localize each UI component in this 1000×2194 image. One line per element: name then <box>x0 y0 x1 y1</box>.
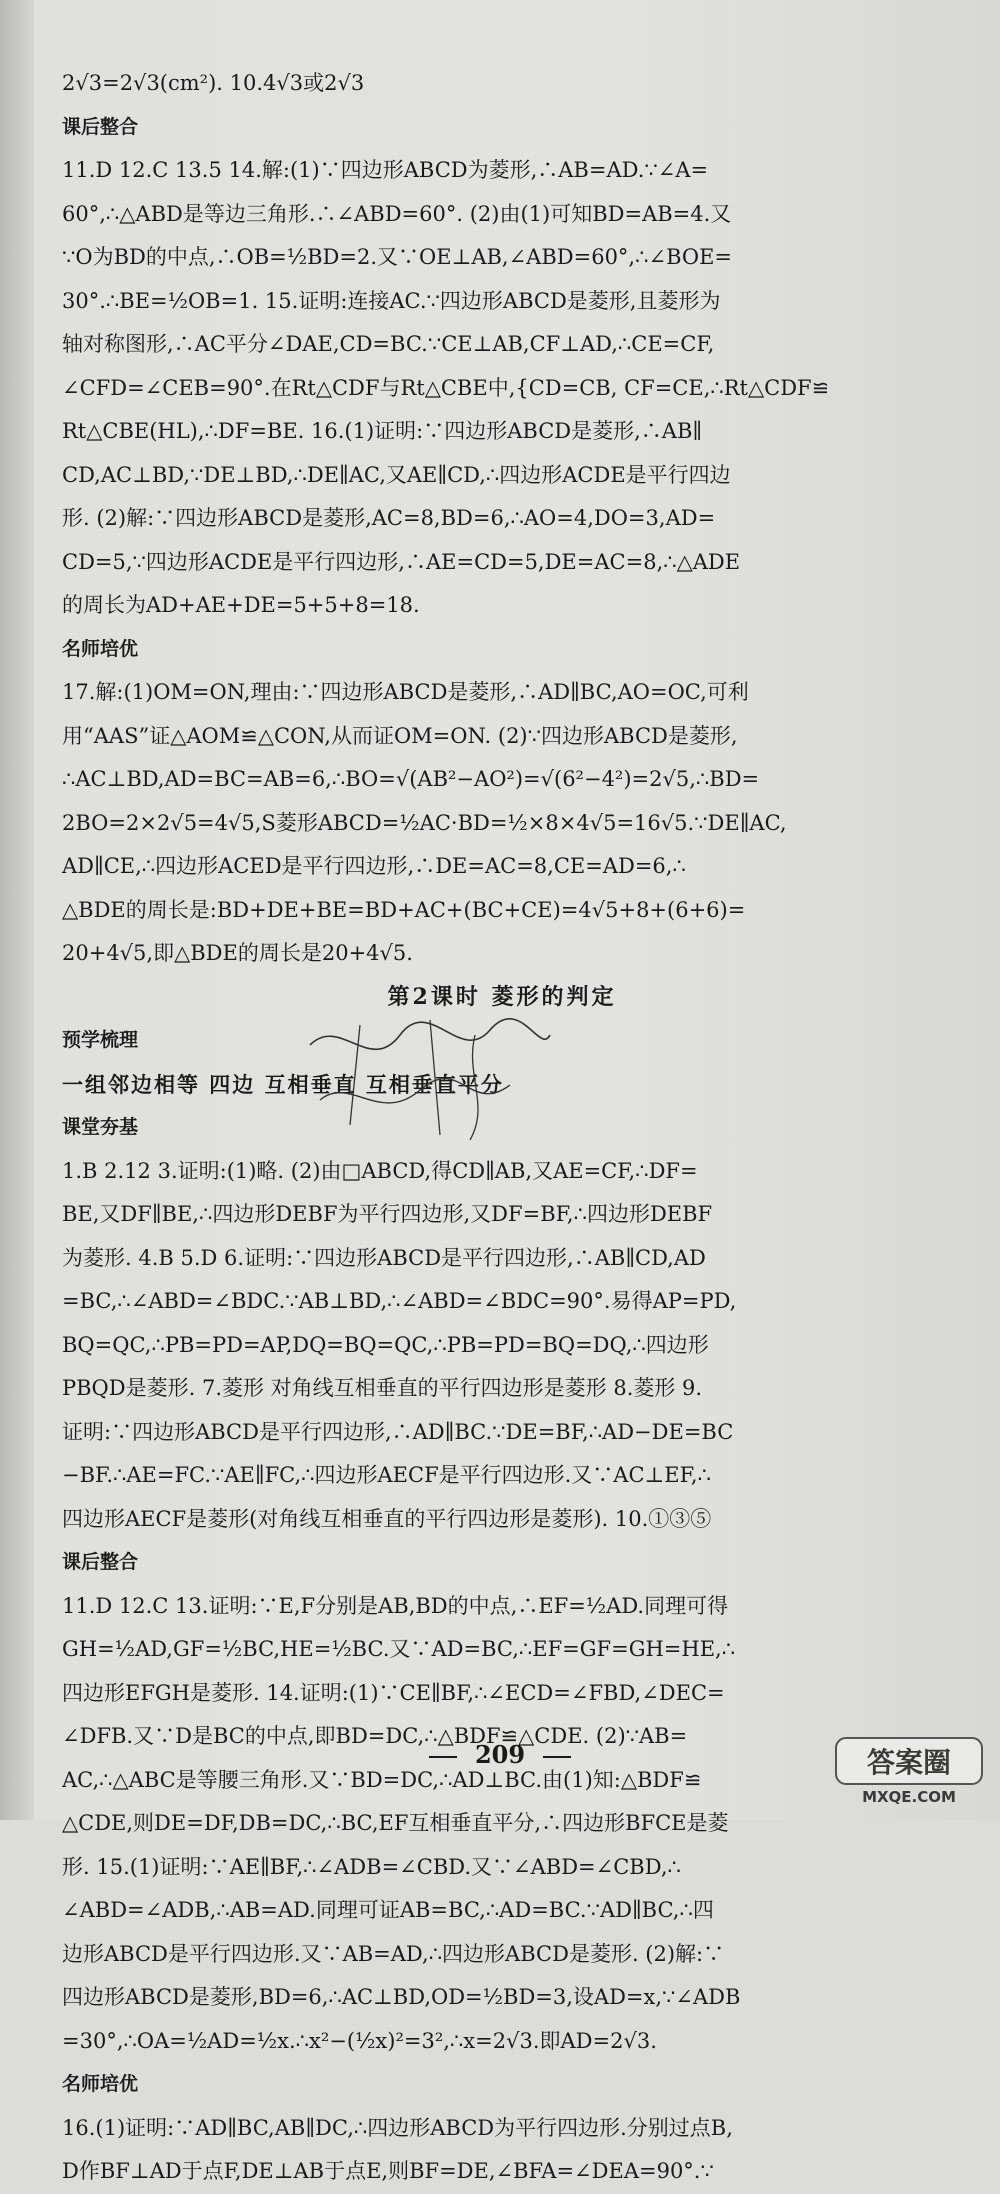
section-heading: 课后整合 <box>62 115 139 138</box>
watermark-text: 答案圈 <box>866 1746 952 1779</box>
text-line: −BF.∴AE=FC.∵AE∥FC,∴四边形AECF是平行四边形.又∵AC⊥EF,∴ <box>62 1463 711 1487</box>
text-line: 边形ABCD是平行四边形.又∵AB=AD,∴四边形ABCD是菱形. (2)解:∵ <box>62 1941 725 1966</box>
section-heading: 名师培优 <box>62 637 139 660</box>
text-line: 四边形ABCD是菱形,BD=6,∴AC⊥BD,OD=½BD=3,设AD=x,∵∠ADB <box>62 1985 741 2009</box>
site-watermark-logo <box>834 1736 984 1808</box>
section-heading: 名师培优 <box>62 2073 139 2095</box>
text-line: 11.D 12.C 13.5 14.解:(1)∵四边形ABCD为菱形,∴AB=AD.∵∠A= <box>62 158 709 182</box>
text-line: CD,AC⊥BD,∵DE⊥BD,∴DE∥AC,又AE∥CD,∴四边形ACDE是平行四边 <box>62 462 731 487</box>
section-heading: 课堂夯基 <box>62 1116 139 1138</box>
text-line: ∵O为BD的中点,∴OB=½BD=2.又∵OE⊥AB,∠ABD=60°,∴∠BOE= <box>62 245 733 269</box>
text-line: 形. 15.(1)证明:∵AE∥BF,∴∠ADB=∠CBD.又∵∠ABD=∠CBD,∴ <box>62 1854 681 1879</box>
text-line: AC,∴△ABC是等腰三角形.又∵BD=DC,∴AD⊥BC.由(1)知:△BDF≌ <box>62 1767 702 1792</box>
text-line: 2√3=2√3(cm²). 10.4√3或2√3 <box>62 71 365 95</box>
lesson-title: 第2课时 菱形的判定 <box>387 983 617 1010</box>
text-line: 20+4√5,即△BDE的周长是20+4√5. <box>62 941 413 965</box>
text-line: △CDE,则DE=DF,DB=DC,∴BC,EF互相垂直平分,∴四边形BFCE是菱 <box>62 1811 729 1835</box>
text-line: PBQD是菱形. 7.菱形 对角线互相垂直的平行四边形是菱形 8.菱形 9. <box>62 1376 703 1400</box>
text-line: 11.D 12.C 13.证明:∵E,F分别是AB,BD的中点,∴EF=½AD.同理可得 <box>62 1593 729 1618</box>
section-heading: 预学梳理 <box>62 1029 139 1051</box>
text-line: 四边形AECF是菱形(对角线互相垂直的平行四边形是菱形). 10.①③⑤ <box>62 1506 712 1531</box>
text-line: 2BO=2×2√5=4√5,S菱形ABCD=½AC·BD=½×8×4√5=16√5.∵DE∥AC, <box>62 810 787 835</box>
text-line: 四边形EFGH是菱形. 14.证明:(1)∵CE∥BF,∴∠ECD=∠FBD,∠DEC= <box>62 1680 725 1705</box>
text-line: 一组邻边相等 四边 互相垂直 互相垂直平分 <box>62 1071 504 1097</box>
binding-shadow <box>0 0 34 1820</box>
text-line: BQ=QC,∴PB=PD=AP,DQ=BQ=QC,∴PB=PD=BQ=DQ,∴四边形 <box>62 1332 709 1357</box>
text-line: BE,又DF∥BE,∴四边形DEBF为平行四边形,又DF=BF,∴四边形DEBF <box>62 1202 713 1226</box>
text-line: =30°,∴OA=½AD=½x.∴x²−(½x)²=3²,∴x=2√3.即AD=2√3. <box>62 2028 657 2053</box>
handwritten-scribble <box>300 1005 560 1155</box>
text-line: AD∥CE,∴四边形ACED是平行四边形,∴DE=AC=8,CE=AD=6,∴ <box>62 854 686 878</box>
text-line: 60°,∴△ABD是等边三角形.∴∠ABD=60°. (2)由(1)可知BD=AB=4.又 <box>62 201 732 226</box>
page-number-value: 209 <box>474 1740 526 1769</box>
text-line: 17.解:(1)OM=ON,理由:∵四边形ABCD是菱形,∴AD∥BC,AO=OC,可利 <box>62 680 749 704</box>
section-heading: 课后整合 <box>62 1551 139 1573</box>
text-line: Rt△CBE(HL),∴DF=BE. 16.(1)证明:∵四边形ABCD是菱形,∴AB∥ <box>62 419 703 443</box>
watermark-url: MXQE.COM <box>862 1788 956 1806</box>
text-line: GH=½AD,GF=½BC,HE=½BC.又∵AD=BC,∴EF=GF=GH=HE,∴ <box>62 1637 736 1661</box>
text-line: 用“AAS”证△AOM≌△CON,从而证OM=ON. (2)∵四边形ABCD是菱形, <box>62 723 738 748</box>
text-line: ∴AC⊥BD,AD=BC=AB=6,∴BO=√(AB²−AO²)=√(6²−4²)=2√5,∴BD= <box>62 767 760 791</box>
text-line: 轴对称图形,∴AC平分∠DAE,CD=BC.∵CE⊥AB,CF⊥AD,∴CE=CF, <box>62 332 715 356</box>
text-line: 1.B 2.12 3.证明:(1)略. (2)由□ABCD,得CD∥AB,又AE=CF,∴DF= <box>62 1158 698 1183</box>
page-number-dash-right <box>543 1756 571 1758</box>
text-line: 16.(1)证明:∵AD∥BC,AB∥DC,∴四边形ABCD为平行四边形.分别过点B, <box>62 2115 733 2140</box>
page-number-dash-left <box>429 1756 457 1758</box>
text-line: 30°.∴BE=½OB=1. 15.证明:连接AC.∵四边形ABCD是菱形,且菱形为 <box>62 288 721 313</box>
text-line: 的周长为AD+AE+DE=5+5+8=18. <box>62 593 420 617</box>
text-line: 证明:∵四边形ABCD是平行四边形,∴AD∥BC.∵DE=BF,∴AD−DE=BC <box>62 1419 734 1444</box>
text-line: CD=5,∵四边形ACDE是平行四边形,∴AE=CD=5,DE=AC=8,∴△ADE <box>62 549 741 574</box>
text-line: D作BF⊥AD于点F,DE⊥AB于点E,则BF=DE,∠BFA=∠DEA=90°.∵ <box>62 2159 714 2183</box>
text-line: ∠ABD=∠ADB,∴AB=AD.同理可证AB=BC,∴AD=BC.∵AD∥BC,∴四 <box>62 1898 714 1922</box>
text-line: ∠DFB.又∵D是BC的中点,即BD=DC,∴△BDF≌△CDE. (2)∵AB= <box>62 1724 688 1748</box>
text-line: =BC,∴∠ABD=∠BDC.∵AB⊥BD,∴∠ABD=∠BDC=90°.易得AP=PD, <box>62 1289 737 1313</box>
text-line: ∠CFD=∠CEB=90°.在Rt△CDF与Rt△CBE中,{CD=CB, CF=CE,∴Rt△CDF≌ <box>62 375 830 400</box>
text-line: △BDE的周长是:BD+DE+BE=BD+AC+(BC+CE)=4√5+8+(6+6)= <box>62 897 746 922</box>
text-line: 为菱形. 4.B 5.D 6.证明:∵四边形ABCD是平行四边形,∴AB∥CD,AD <box>62 1245 706 1270</box>
text-line: 形. (2)解:∵四边形ABCD是菱形,AC=8,BD=6,∴AO=4,DO=3,AD= <box>62 506 716 530</box>
